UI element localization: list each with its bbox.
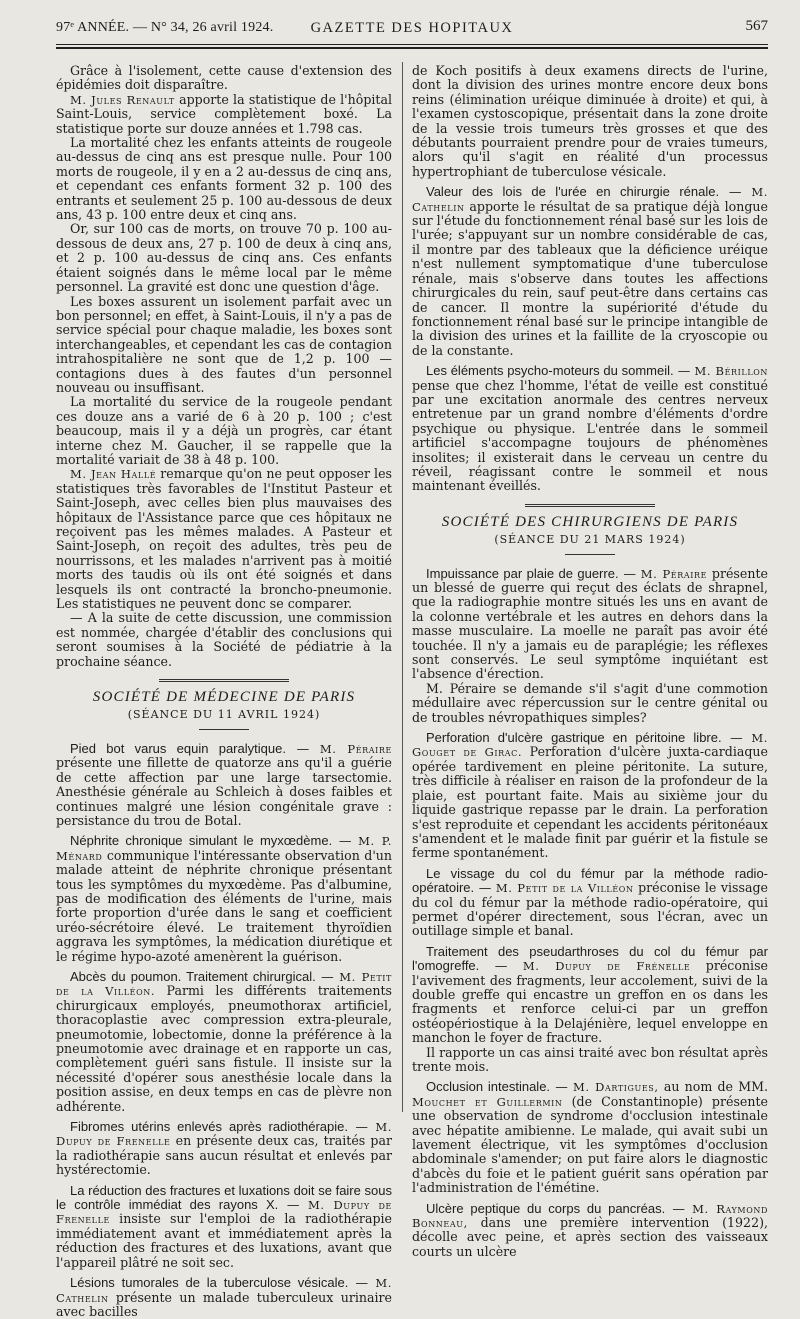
header-journal-title: GAZETTE DES HOPITAUX: [310, 20, 514, 36]
author-name: M. Péraire: [640, 566, 708, 581]
article-text: au nom de MM.: [658, 1079, 768, 1095]
paragraph: Grâce à l'isolement, cette cause d'extension des épidémies doit disparaître.: [56, 63, 392, 93]
author-name: M. Bérillon: [694, 364, 768, 379]
author-name: M. Cathelin: [56, 1276, 392, 1305]
article-text: communique l'intéressante observation d'un malade atteint de néphrite chronique présentant tous les symptômes du myxœdème. Pas d'albumine, pas de modification des éléments de l'urine, mais forte proportion d'urée dans le sang et coefficient uréo-sécrétoire élevé. Le traitement thyroïdien aggrava les symptômes, la médication diurétique et le régime hypo-azoté amenèrent la guérison.: [56, 847, 392, 964]
section-seance: (SÉANCE DU 11 AVRIL 1924): [127, 708, 321, 722]
article-text: préconise le vissage du col du fémur par la méthode radio-opératoire, qui permet d'opérer directement, sous l'écran, avec un outillage simple et banal.: [412, 880, 768, 939]
article-title: Traitement des pseudarthroses du col du fémur par l'omogreffe.: [412, 943, 768, 974]
article-text: présente un blessé de guerre qui reçut des éclats de shrapnel, que la radiographie montre situés les uns en avant de la colonne vertébrale et les autres en dehors dans la masse musculaire. La moelle ne paraît pas avoir été touchée. Il n'y a jamais eu de paraplégie; les réflexes sont conservés. Le seul symptôme inquiétant est l'absence d'érection.: [412, 565, 768, 682]
page-header: [56, 18, 768, 40]
article-title: La réduction des fractures et luxations doit se faire sous le contrôle immédiat des rayons X.: [56, 1182, 392, 1213]
article: Lésions tumorales de la tuberculose vésicale. — M. Cathelin présente un malade tuberculeux urinaire avec bacilles: [56, 1275, 392, 1319]
article: Perforation d'ulcère gastrique en péritoine libre. — M. Gouget de Girac. Perforation d'ulcère juxta-cardiaque opérée tardivement en pleine péritonite. La suture, très difficile à réaliser en raison de la profondeur de la plaie, est pourtant faite. Mais au sixième jour du liquide gastrique repasse par le drain. La perforation s'est reproduite et cependant les accidents péritonéaux s'amendent et le malade finit par guérir et la fistule se ferme spontanément.: [412, 730, 768, 861]
article: Occlusion intestinale. — M. Dartigues, au nom de MM. Mouchet et Guillermin (de Constantinople) présente une observation de syndrome d'occlusion intestinale avec hépatite amibienne. Le malade, qui avait subi un lavement électrique, vit les symptômes d'occlusion abdominale s'amender; on put faire alors le diagnostic d'abcès du foie et le patient guérit sans opération par l'administration de l'émétine.: [412, 1079, 768, 1196]
author-name: M. Dupuy de Frenelle: [56, 1120, 393, 1149]
article-text: en présente deux cas, traités par la radiothérapie sans aucun résultat et enlevés par hystérectomie.: [56, 1133, 392, 1178]
paragraph: [56, 467, 392, 611]
article-title: Valeur des lois de l'urée en chirurgie rénale.: [426, 184, 720, 200]
article: Ulcère peptique du corps du pancréas. — M. Raymond Bonneau, dans une première intervention (1922), décolle avec peine, et après section des vaisseaux courts un ulcère: [412, 1200, 768, 1259]
article-title: Néphrite chronique simulant le myxœdème.: [70, 833, 333, 849]
article-text: pense que chez l'homme, l'état de veille est constitué par une excitation anormale des centres nerveux entretenue par un grand nombre d'éléments d'ordre psychique ou physique. L'entrée dans le sommeil artificiel s'accompagne toujours de phénomènes insolites; il existerait dans le cerveau un centre du réveil, réagissant contre le sommeil et nous maintenant éveillés.: [412, 377, 768, 494]
article-text: Perforation d'ulcère juxta-cardiaque opérée tardivement en pleine péritonite. La suture, très difficile à réaliser en raison de la profondeur de la plaie, est pourtant faite. Mais au sixième jour du liquide gastrique repasse par le drain. La perforation s'est reproduite et cependant les accidents péritonéaux s'amendent et le malade finit par guérir et la fistule se ferme spontanément.: [412, 744, 768, 861]
author-name: M. Péraire: [319, 741, 392, 756]
header-issue: 97ᵉ ANNÉE. — N° 34, 26 avril 1924.: [56, 20, 274, 35]
author-name: M. Petit de la Villéon: [495, 881, 634, 896]
article-title: Ulcère peptique du corps du pancréas.: [426, 1200, 666, 1216]
paragraph-text: apporte la statistique de l'hôpital Saint-Louis, service complètement boxé. La statistique porte sur douze années et 1.798 cas.: [56, 91, 393, 136]
article-text: préconise l'avivement des fragments, leur accolement, suivi de la double greffe qui encastre un greffon en os dans les fragments et renforce celui-ci par un greffon ostéopériostique à la Delajénière, lequel enveloppe en manchon le foyer de fracture.: [412, 958, 768, 1046]
article-text: insiste sur l'emploi de la radiothérapie immédiatement avant et immédiatement après la réduction des fractures et des luxations, avant que l'appareil plâtré ne soit sec.: [56, 1211, 392, 1270]
article-title: Les éléments psycho-moteurs du sommeil.: [426, 363, 674, 379]
article-title: Abcès du poumon. Traitement chirurgical.: [70, 968, 316, 984]
article: Néphrite chronique simulant le myxœdème. — M. P. Ménard communique l'intéressante observation d'un malade atteint de néphrite chronique présentant tous les symptômes du myxœdème. Pas d'albumine, pas de modification des éléments de l'urine, mais forte proportion d'urée dans le sang et coefficient uréo-sécrétoire élevé. Le traitement thyroïdien aggrava les symptômes, la médication diurétique et le régime hypo-azoté amenèrent la guérison.: [56, 833, 393, 964]
article: Le vissage du col du fémur par la méthode radio-opératoire. — M. Petit de la Villéon préconise le vissage du col du fémur par la méthode radio-opératoire, qui permet d'opérer directement, sous l'écran, avec un outillage simple et banal.: [412, 865, 768, 939]
article-text: Parmi les différents traitements chirurgicaux employés, pneumothorax artificiel, thoracoplastie avec compression extra-pleurale, pneumotomie, lobectomie, donne la préférence à la pneumotomie avec drainage et en rapporte un cas, complètement guéri sans fistule. Il insiste sur la nécessité d'opérer sous anesthésie locale dans la position assise, en deux temps en cas de plèvre non adhérente.: [56, 983, 392, 1114]
section-title: SOCIÉTÉ DE MÉDECINE DE PARIS: [92, 689, 356, 706]
article-text: dans une première intervention (1922), décolle avec peine, et après section des vaisseaux courts un ulcère: [412, 1215, 768, 1259]
seance-rule: [199, 729, 249, 730]
right-column: [412, 64, 768, 1259]
article-title: Perforation d'ulcère gastrique en péritoine libre.: [426, 730, 722, 746]
article-title: Impuissance par plaie de guerre.: [426, 565, 619, 581]
author-name: M. Petit de la Villéon.: [56, 969, 392, 999]
article: Les éléments psycho-moteurs du sommeil. — M. Bérillon pense que chez l'homme, l'état de veille est constitué par une excitation anormale des centres nerveux entretenue par un grand nombre d'éléments d'ordre psychique ou physique. L'entrée dans le sommeil artificiel s'accompagne toujours de phénomènes insolites; il existerait dans le cerveau un centre du réveil, réagissant contre le sommeil et nous maintenant éveillés.: [412, 363, 768, 494]
article-title: Occlusion intestinale.: [426, 1079, 551, 1095]
author-name: M. Cathelin: [412, 185, 768, 214]
article: Pied bot varus equin paralytique. — M. Péraire présente une fillette de quatorze ans qu'il a guérie de cette affection par une large tarsectomie. Anesthésie générale au Schleich à doses faibles et continues malgré une lésion congénitale grave : persistance du trou de Botal.: [56, 740, 392, 828]
header-rule: [56, 44, 768, 45]
page-number: 567: [745, 18, 768, 34]
author-name: M. Gouget de Girac.: [412, 731, 768, 760]
author-name: M. Dupuy de Frenelle: [56, 1198, 392, 1227]
article-text: apporte le résultat de sa pratique déjà longue sur l'étude du fonctionnement rénal basé sur les lois de l'urée; s'appuyant sur un nombre considérable de cas, il montre par des tableaux que la déficience uréique n'est nullement symptomatique d'une tuberculose rénale, mais s'observe dans toutes les affections chirurgicales du rein, sauf peut-être dans certains cas de cancer. Il montre la supériorité d'étude du fonctionnement rénal basé sur le principe intangible de la division des urines et la faillite de la cryoscopie ou de la constante.: [412, 198, 768, 358]
author-name: M. Jules Renault: [70, 92, 175, 107]
article-text: présente un malade tuberculeux urinaire avec bacilles: [56, 1289, 392, 1319]
paragraph: de Koch positifs à deux examens directs de l'urine, dont la division des urines montre encore deux bons reins (élimination uréique diminuée à droite) et qui, à l'examen cystoscopique, présentait dans la zone droite de la vessie trois tumeurs très grosses et que des débutants pourraient prendre pour de vraies tumeurs, alors qu'il s'agit en réalité d'un processus hypertrophiant de tuberculose vésicale.: [412, 63, 768, 179]
column-divider: [402, 62, 403, 1112]
article: Traitement des pseudarthroses du col du fémur par l'omogreffe. — M. Dupuy de Frénelle préconise l'avivement des fragments, leur accolement, suivi de la double greffe qui encastre un greffon en os dans les fragments et renforce celui-ci par un greffon ostéopériostique à la Delajénière, lequel enveloppe en manchon le foyer de fracture.: [412, 943, 768, 1046]
section-title: SOCIÉTÉ DES CHIRURGIENS DE PARIS: [441, 513, 739, 530]
paragraph: La mortalité du service de la rougeole pendant ces douze ans a varié de 6 à 20 p. 100 ; c'est beaucoup, mais il y a déjà un progrès, car étant interne chez M. Gaucher, il se rappelle que la mortalité variait de 38 à 48 p. 100.: [56, 394, 392, 467]
paragraph: — A la suite de cette discussion, une commission est nommée, chargée d'établir des conclusions qui seront soumises à la Société de pédiatrie à la prochaine séance.: [56, 610, 392, 669]
author-name: M. Jean Hallé: [70, 467, 157, 482]
article: Impuissance par plaie de guerre. — M. Péraire présente un blessé de guerre qui reçut des éclats de shrapnel, que la radiographie montre situés les uns en avant de la colonne vertébrale et les autres en dehors dans la masse musculaire. La moelle ne paraît pas avoir été touchée. Il n'y a jamais eu de paraplégie; les réflexes sont conservés. Le seul symptôme inquiétant est l'absence d'érection.: [412, 565, 768, 682]
paragraph: Or, sur 100 cas de morts, on trouve 70 p. 100 au-dessous de deux ans, 27 p. 100 de deux à cinq ans, et 2 p. 100 au-dessus de cinq ans. Ces enfants étaient soignés dans le même local par le même personnel. La gravité est donc une question d'âge.: [56, 221, 392, 295]
author-name: Mouchet et Guillermin: [412, 1094, 563, 1109]
article-title: Fibromes utérins enlevés après radiothérapie.: [70, 1119, 348, 1135]
paragraph: Les boxes assurent un isolement parfait avec un bon personnel; en effet, à Saint-Louis, il n'y a pas de service spécial pour chaque maladie, les boxes sont interchangeables, et cependant les cas de contagion intrahospitalière ne sont que de 1,2 p. 100 — contagions dues à des fautes d'un personnel nouveau ou insuffisant.: [56, 293, 392, 395]
article: Valeur des lois de l'urée en chirurgie rénale. — M. Cathelin apporte le résultat de sa pratique déjà longue sur l'étude du fonctionnement rénal basé sur les lois de l'urée; s'appuyant sur un nombre considérable de cas, il montre par des tableaux que la déficience uréique n'est nullement symptomatique d'une tuberculose rénale, mais s'observe dans toutes les affections chirurgicales du rein, sauf peut-être dans certains cas de cancer. Il montre la supériorité d'étude du fonctionnement rénal basé sur le principe intangible de la division des urines et la faillite de la cryoscopie ou de la constante.: [412, 184, 768, 358]
article-title: Le vissage du col du fémur par la méthode radio-opératoire.: [412, 865, 768, 896]
author-name: M. P. Ménard: [56, 834, 393, 863]
header-rule-thick: [56, 47, 768, 49]
article-text: présente une fillette de quatorze ans qu'il a guérie de cette affection par une large tarsectomie. Anesthésie générale au Schleich à doses faibles et continues malgré une lésion congénitale grave : persistance du trou de Botal.: [56, 755, 392, 828]
article: La réduction des fractures et luxations doit se faire sous le contrôle immédiat des rayons X. — M. Dupuy de Frenelle insiste sur l'emploi de la radiothérapie immédiatement avant et immédiatement après la réduction des fractures et des luxations, avant que l'appareil plâtré ne soit sec.: [56, 1182, 392, 1270]
article: Fibromes utérins enlevés après radiothérapie. — M. Dupuy de Frenelle en présente deux cas, traités par la radiothérapie sans aucun résultat et enlevés par hystérectomie.: [56, 1119, 393, 1178]
paragraph: M. Péraire se demande s'il s'agit d'une commotion médullaire avec répercussion sur le centre génital ou de troubles névropathiques simples?: [412, 680, 768, 725]
author-name: M. Dupuy de Frénelle: [522, 959, 691, 974]
left-column: [56, 64, 392, 1319]
article: Abcès du poumon. Traitement chirurgical. — M. Petit de la Villéon. Parmi les différents traitements chirurgicaux employés, pneumothorax artificiel, thoracoplastie avec compression extra-pleurale, pneumotomie, lobectomie, donne la préférence à la pneumotomie avec drainage et en rapporte un cas, complètement guéri sans fistule. Il insiste sur la nécessité d'opérer sous anesthésie locale dans la position assise, en deux temps en cas de plèvre non adhérente.: [56, 968, 392, 1114]
author-name: M. Raymond Bonneau,: [412, 1201, 768, 1231]
section-seance: (SÉANCE DU 21 MARS 1924): [494, 533, 686, 547]
article-title: Lésions tumorales de la tuberculose vésicale.: [70, 1275, 349, 1291]
article-text: (de Constantinople) présente une observation de syndrome d'occlusion intestinale avec hépatite amibienne. Le malade, qui avait subi un lavement électrique, vit les symptômes d'occlusion abdominale s'amender; on put faire alors le diagnostic d'abcès du foie et le patient guérit sans opération par l'administration de l'émétine.: [412, 1093, 768, 1196]
paragraph: [56, 93, 392, 136]
section-divider: [159, 679, 289, 682]
paragraph: Il rapporte un cas ainsi traité avec bon résultat après trente mois.: [412, 1044, 768, 1074]
article-title: Pied bot varus equin paralytique.: [70, 740, 286, 756]
paragraph: La mortalité chez les enfants atteints de rougeole au-dessus de cinq ans est presque nulle. Pour 100 morts de rougeole, il y en a 2 au-dessus de cinq ans, et cependant ces enfants forment 32 p. 100 des entrants et seulement 25 p. 100 au-dessous de deux ans, 43 p. 100 entre deux et cinq ans.: [56, 135, 392, 223]
seance-rule: [565, 554, 615, 555]
author-name: M. Dartigues,: [573, 1080, 659, 1095]
paragraph-text: remarque qu'on ne peut opposer les statistiques très favorables de l'Institut Pasteur et Saint-Joseph, avec celles bien plus mauvaises des hôpitaux de l'Assistance parce que ces hôpitaux ne reçoivent pas les mêmes malades. A Pasteur et Saint-Joseph, on reçoit des adultes, très peu de nourrissons, et les malades n'arrivent pas à moitié morts des taudis où ils ont été soignés et dans lesquels ils ont contracté la broncho-pneumonie. Les statistiques ne peuvent donc se comparer.: [56, 466, 392, 612]
section-divider: [525, 504, 655, 507]
